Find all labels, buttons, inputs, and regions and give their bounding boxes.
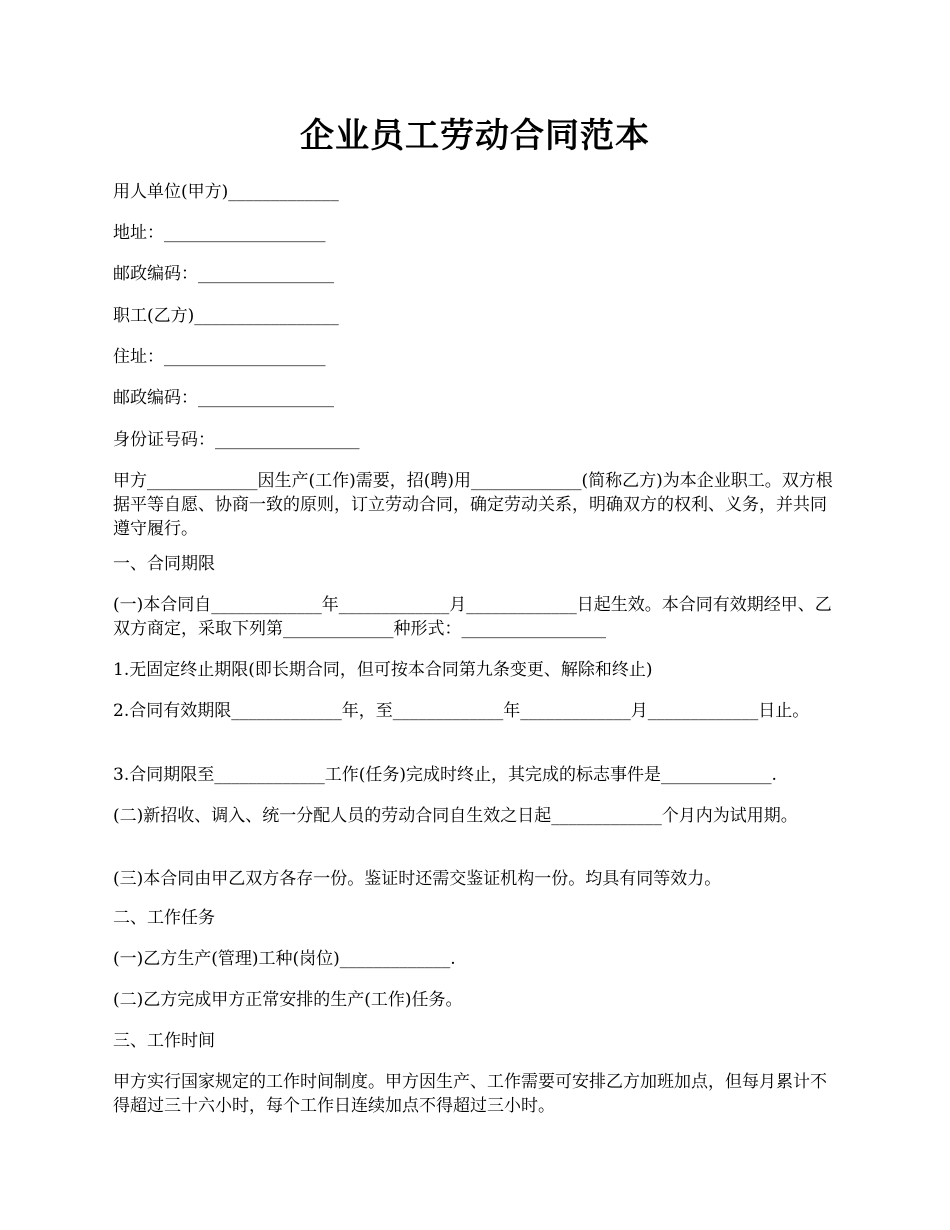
employer-postcode-field: 邮政编码：________________: [113, 264, 334, 284]
intro-paragraph: 甲方_____________因生产(工作)需要，招(聘)用_____________(简称乙方)为本企业职工。双方根据平等自愿、协商一致的原则，订立劳动合同，确定劳动关系，明确双方的权利、义务，并共同遵守履行。: [113, 471, 833, 539]
employer-field: 用人单位(甲方)_____________: [113, 182, 339, 202]
employee-postcode-field: 邮政编码：________________: [113, 388, 334, 408]
clause-1-option-3: 3.合同期限至_____________工作(任务)完成时终止，其完成的标志事件是_____________.: [113, 765, 777, 785]
document-title: 企业员工劳动合同范本: [300, 116, 650, 156]
employee-field: 职工(乙方)_________________: [113, 306, 339, 326]
section-heading-2: 二、工作任务: [113, 908, 215, 928]
clause-1-2: (二)新招收、调入、统一分配人员的劳动合同自生效之日起_____________个月内为试用期。: [113, 806, 798, 826]
clause-1-option-2: 2.合同有效期限_____________年，至_____________年_____________月_____________日止。: [113, 701, 810, 721]
section-heading-1: 一、合同期限: [113, 554, 215, 574]
clause-1-option-1: 1.无固定终止期限(即长期合同，但可按本合同第九条变更、解除和终止): [113, 660, 653, 680]
clause-2-2: (二)乙方完成甲方正常安排的生产(工作)任务。: [113, 990, 463, 1010]
clause-1-3: (三)本合同由甲乙双方各存一份。鉴证时还需交鉴证机构一份。均具有同等效力。: [113, 869, 722, 889]
clause-1-1: (一)本合同自_____________年_____________月_____________日起生效。本合同有效期经甲、乙双方商定，采取下列第_____________种形式：_________________: [113, 595, 832, 639]
clause-2-1: (一)乙方生产(管理)工种(岗位)_____________.: [113, 949, 456, 969]
section-heading-3: 三、工作时间: [113, 1031, 215, 1051]
employer-address-field: 地址：___________________: [113, 223, 326, 243]
clause-3-1: 甲方实行国家规定的工作时间制度。甲方因生产、工作需要可安排乙方加班加点，但每月累计不得超过三十六小时，每个工作日连续加点不得超过三小时。: [113, 1072, 827, 1116]
employee-address-field: 住址：___________________: [113, 347, 326, 367]
id-number-field: 身份证号码：_________________: [113, 430, 360, 450]
